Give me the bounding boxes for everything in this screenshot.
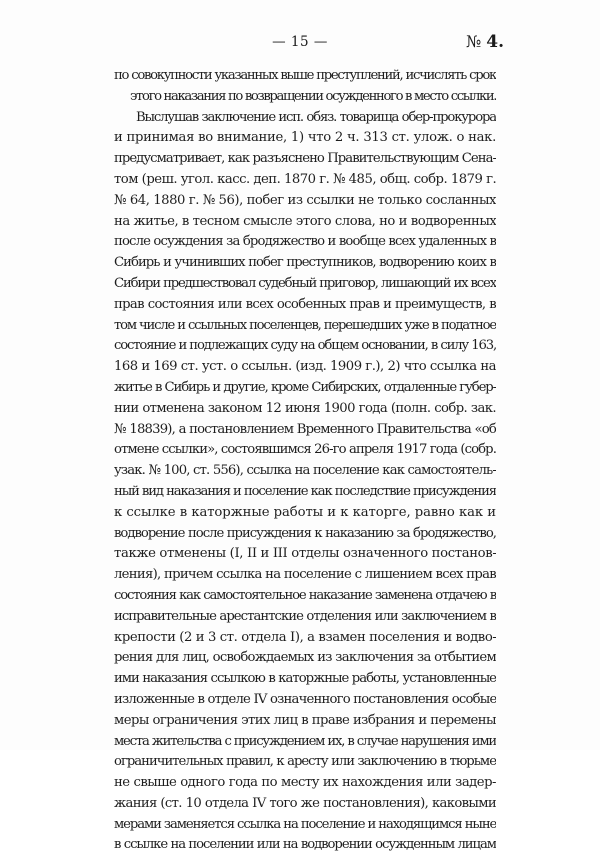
text-line: меры ограничения этих лиц в праве избрания и перемены: [114, 712, 496, 728]
text-line: к ссылке в каторжные работы и к каторге, равно как и: [114, 504, 496, 520]
document-number: [466, 32, 504, 52]
text-line: прав состояния или всех особенных прав и преимуществ, в: [114, 296, 496, 312]
text-line: также отменены (I, II и III отделы означенного постанов-: [114, 546, 496, 562]
text-line: том числе и ссыльных поселенцев, перешедших уже в податное: [114, 317, 496, 333]
text-line: состояние и подлежащих суду на общем основании, в силу 163,: [114, 338, 496, 354]
text-line: нии отменена законом 12 июня 1900 года (полн. собр. зак.: [114, 400, 496, 416]
text-line: мерами заменяется ссылка на поселение и находящимся ныне: [114, 816, 496, 832]
text-line: 168 и 169 ст. уст. о ссыльн. (изд. 1909 г.), 2) что ссылка на: [114, 359, 496, 375]
text-line: по совокупности указанных выше преступлений, исчислять срок: [114, 68, 496, 83]
text-line: ограничительных правил, к аресту или заключению в тюрьме: [114, 754, 496, 770]
text-line: и принимая во внимание, 1) что 2 ч. 313 ст. улож. о нак.: [114, 130, 496, 146]
text-line: изложенные в отделе IV означенного постановления особые: [114, 691, 496, 707]
text-line: узак. № 100, ст. 556), ссылка на поселение как самостоятель-: [114, 463, 496, 479]
text-line: места жительства с присуждением их, в случае нарушения ими: [114, 733, 496, 749]
text-line: на житье, в тесном смысле этого слова, но и водворенных: [114, 213, 496, 229]
text-line: в ссылке на поселении или на водворении осужденным лицам: [114, 837, 496, 853]
text-line: не свыше одного года по месту их нахождения или задер-: [114, 775, 496, 791]
text-line: ный вид наказания и поселение как последствие присуждения: [114, 483, 496, 499]
text-line: этого наказания по возвращении осужденного в место ссылки.: [130, 88, 496, 104]
text-line: ления), причем ссылка на поселение с лишением всех прав: [114, 567, 496, 583]
text-line: рения для лиц, освобождаемых из заключения за отбытием: [114, 650, 496, 666]
text-line: № 64, 1880 г. № 56), побег из ссылки не только сосланных: [114, 192, 496, 208]
text-line: Выслушав заключение исп. обяз. товарища обер-прокурора: [136, 109, 496, 125]
text-line: состояния как самостоятельное наказание заменена отдачею в: [114, 587, 496, 603]
text-line: после осуждения за бродяжество и вообще всех удаленных в: [114, 234, 496, 250]
text-line: № 18839), а постановлением Временного Правительства «об: [114, 421, 496, 437]
text-line: том (реш. угол. касс. деп. 1870 г. № 485, общ. собр. 1879 г.: [114, 171, 496, 187]
text-line: отмене ссылки», состоявшимся 26-го апреля 1917 года (собр.: [114, 442, 496, 458]
document-number-value: 4.: [486, 32, 504, 52]
text-line: Сибирь и учинивших побег преступников, водворению коих в: [114, 255, 496, 271]
text-line: ими наказания ссылкою в каторжные работы, установленные: [114, 671, 496, 687]
text-line: Сибири предшествовал судебный приговор, лишающий их всех: [114, 275, 496, 291]
text-line: жания (ст. 10 отдела IV того же постановления), каковыми: [114, 795, 496, 811]
text-line: водворение после присуждения к наказанию за бродяжество,: [114, 525, 496, 541]
body-text: [114, 66, 496, 856]
page-number: — 15 —: [272, 34, 328, 50]
text-line: крепости (2 и 3 ст. отдела I), а взамен поселения и водво-: [114, 629, 496, 645]
text-line: житье в Сибирь и другие, кроме Сибирских, отдаленные губер-: [114, 379, 496, 395]
text-line: исправительные арестантские отделения или заключением в: [114, 608, 496, 624]
page-header: [0, 32, 600, 52]
text-line: предусматривает, как разъяснено Правительствующим Сена-: [114, 151, 496, 167]
number-sign: №: [466, 32, 482, 51]
